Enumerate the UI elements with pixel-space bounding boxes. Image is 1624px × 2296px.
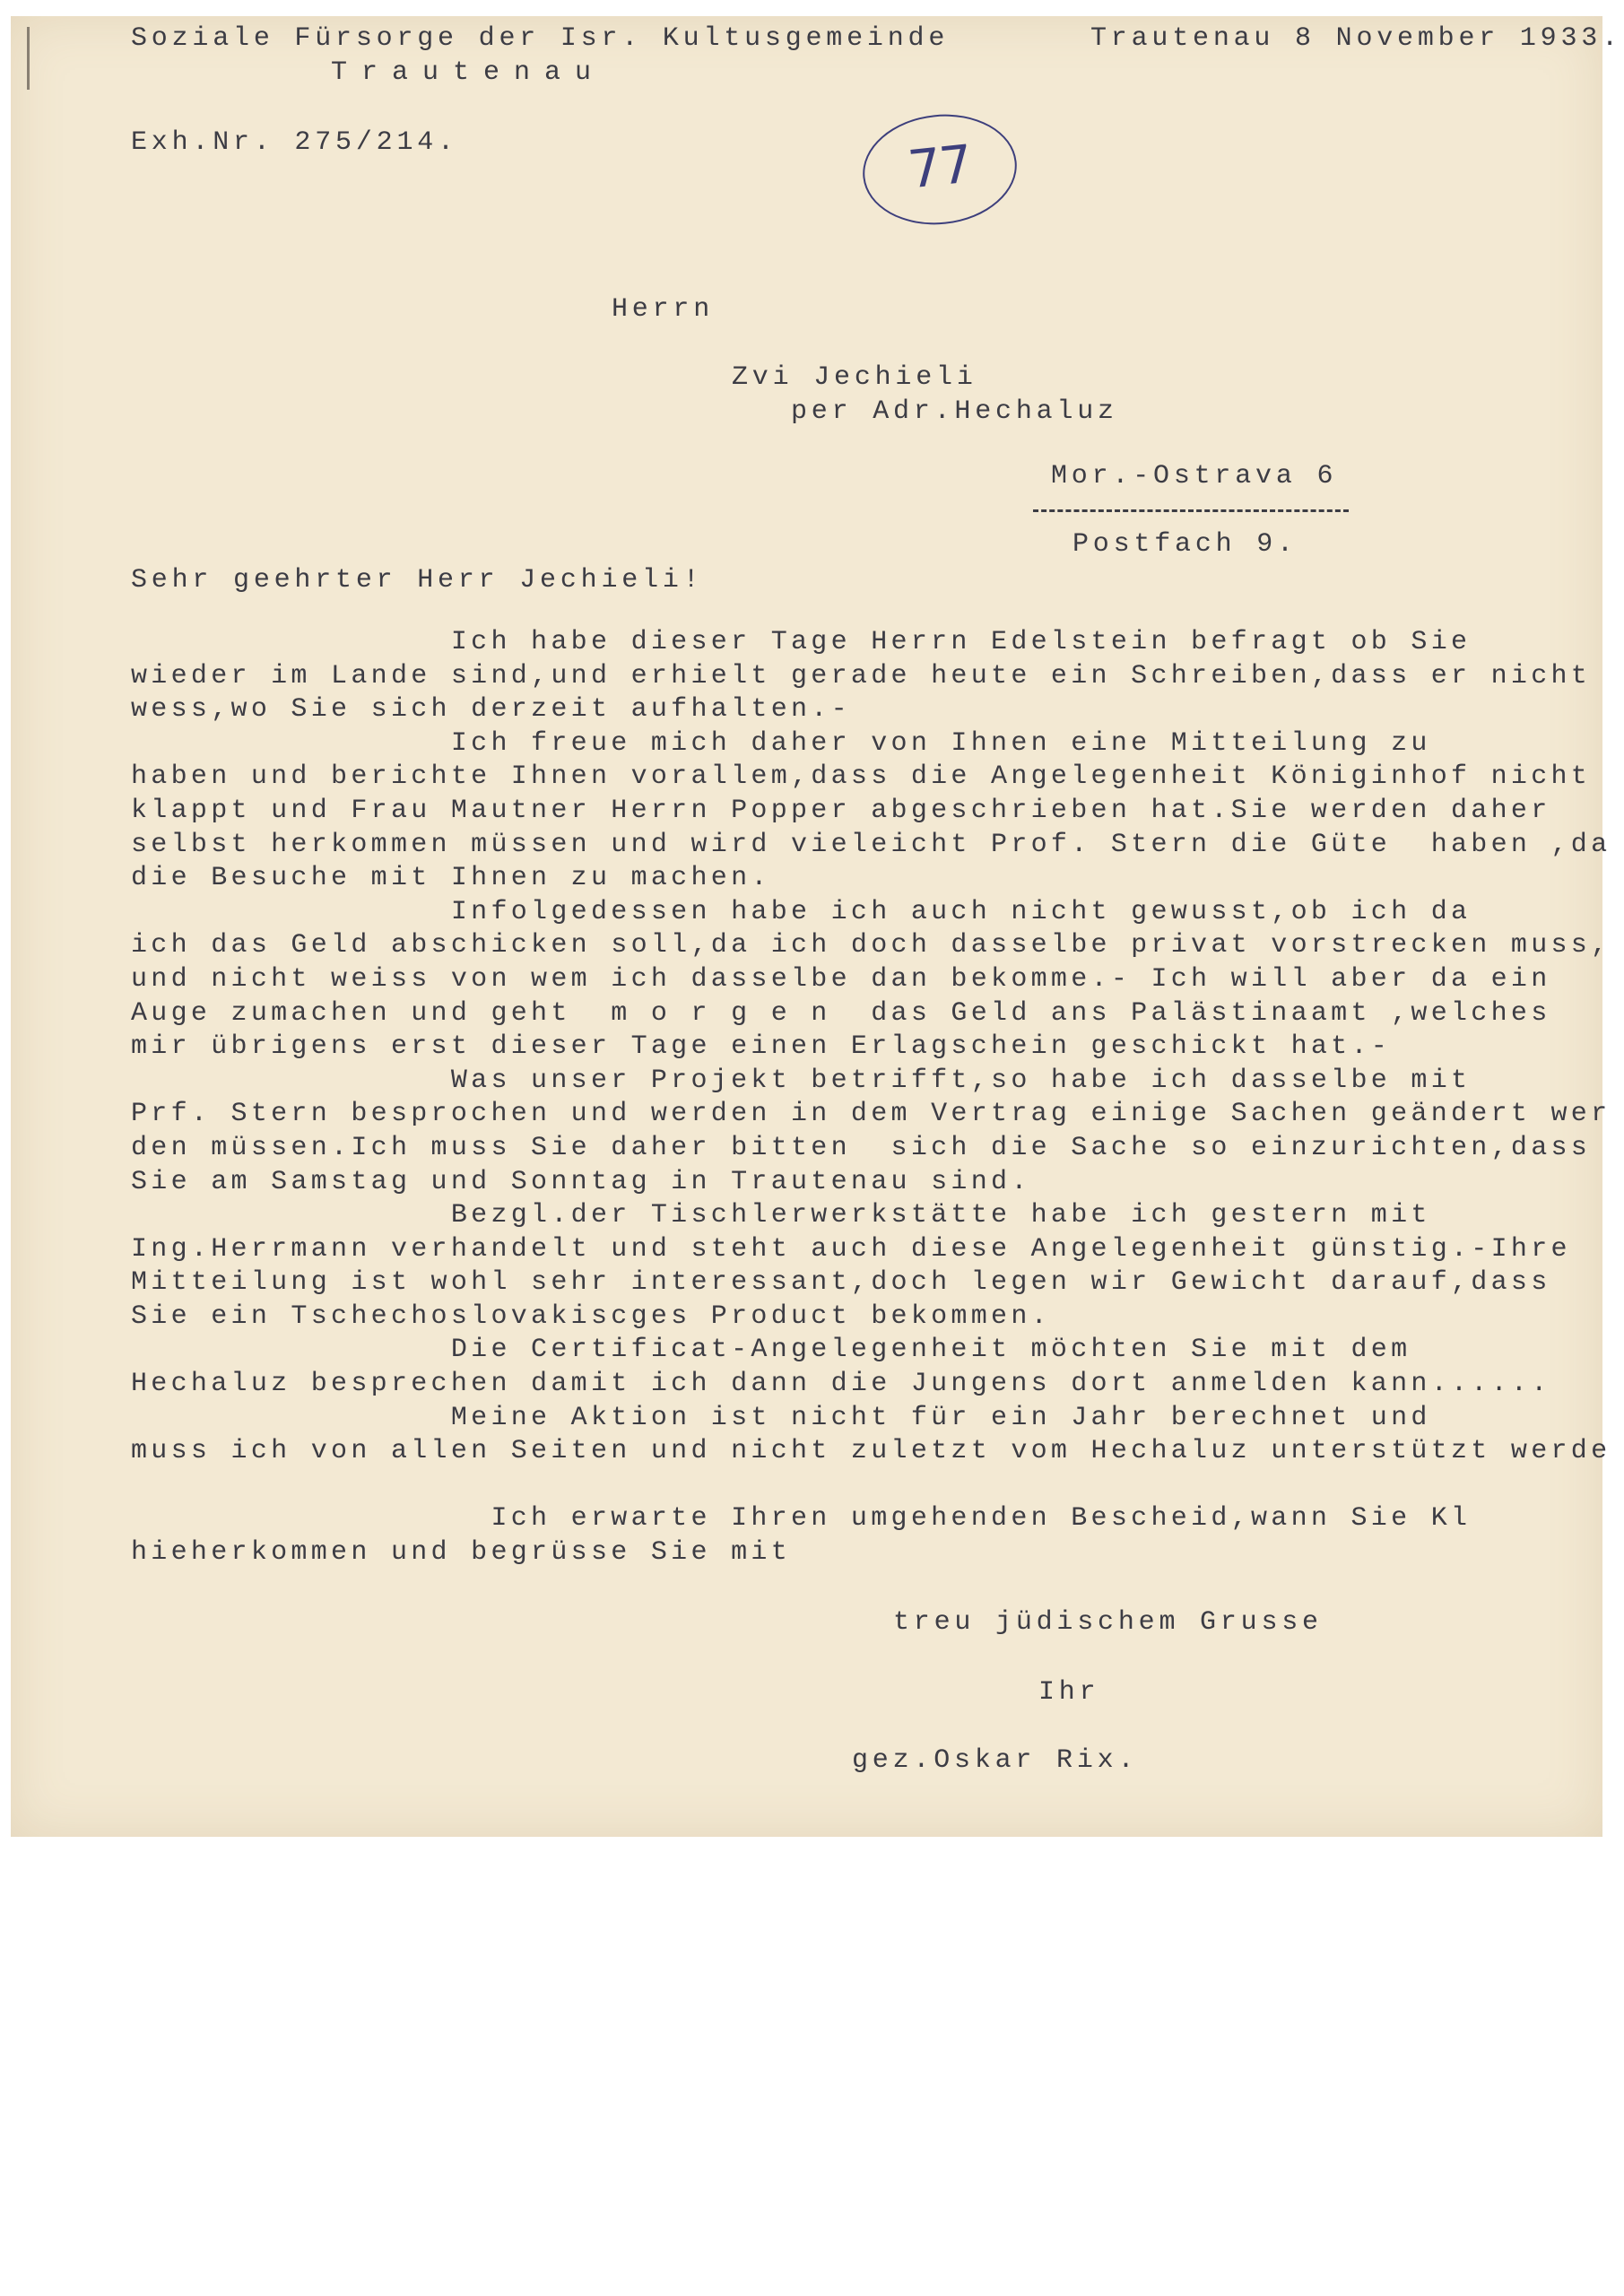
body-line: Sie ein Tschechoslovakiscges Product bekommen. [131, 1300, 1051, 1332]
body-line: Was unser Projekt betrifft,so habe ich dasselbe mit [131, 1065, 1472, 1096]
letterhead-organization: Soziale Fürsorge der Isr. Kultusgemeinde [131, 23, 950, 54]
body-line: Hechaluz besprechen damit ich dann die Jungens dort anmelden kann...... [131, 1369, 1551, 1400]
body-line: Auge zumachen und geht m o r g e n das Geld ans Palästinaamt ,welches [131, 997, 1551, 1029]
body-line: Infolgedessen habe ich auch nicht gewusst,ob ich da [131, 896, 1472, 927]
body-line: die Besuche mit Ihnen zu machen. [131, 863, 771, 894]
body-line [131, 1469, 1602, 1503]
stamp-number: 77 [905, 133, 974, 201]
body-line: den müssen.Ich muss Sie daher bitten sich die Sache so einzurichten,dass [131, 1132, 1592, 1163]
address-underline [1033, 509, 1349, 512]
signature: gez.Oskar Rix. [852, 1745, 1139, 1776]
recipient-care-of: per Adr.Hechaluz [791, 396, 1118, 427]
body-line: Bezgl.der Tischlerwerkstätte habe ich gestern mit [131, 1200, 1431, 1231]
body-line: haben und berichte Ihnen vorallem,dass die Angelegenheit Königinhof nicht [131, 761, 1592, 793]
body-line: Sie am Samstag und Sonntag in Trautenau sind. [131, 1166, 1031, 1197]
body-line: Mitteilung ist wohl sehr interessant,doch legen wir Gewicht darauf,dass [131, 1267, 1551, 1299]
body-line: mir übrigens erst dieser Tage einen Erlagschein geschickt hat.- [131, 1031, 1392, 1063]
body-line: wieder im Lande sind,und erhielt gerade heute ein Schreiben,dass er nicht [131, 660, 1592, 691]
body-line: Ich freue mich daher von Ihnen eine Mitteilung zu [131, 727, 1431, 759]
letterhead-city: Trautenau [331, 57, 606, 88]
place-and-date: Trautenau 8 November 1933. [1090, 23, 1622, 54]
body-line: selbst herkommen müssen und wird vieleicht Prof. Stern die Güte haben ,da [131, 829, 1611, 860]
body-line: Ich habe dieser Tage Herrn Edelstein befragt ob Sie [131, 627, 1472, 657]
body-line: Ing.Herrmann verhandelt und steht auch diese Angelegenheit günstig.-Ihre [131, 1233, 1571, 1265]
body-line: ich das Geld abschicken soll,da ich doch dasselbe privat vorstrecken muss, [131, 930, 1611, 961]
reference-number: Exh.Nr. 275/214. [131, 127, 458, 158]
body-line: Die Certificat-Angelegenheit möchten Sie mit dem [131, 1335, 1411, 1366]
margin-pencil-mark [27, 27, 48, 90]
letter-body [131, 626, 1611, 1570]
recipient-postbox: Postfach 9. [1073, 529, 1298, 560]
closing-regards: treu jüdischem Grusse [893, 1607, 1323, 1638]
body-line: Ich erwarte Ihren umgehenden Bescheid,wann Sie Kl [131, 1503, 1472, 1535]
greeting: Sehr geehrter Herr Jechieli! [131, 565, 704, 596]
recipient-salutation: Herrn [612, 294, 715, 325]
body-line: muss ich von allen Seiten und nicht zuletzt vom Hechaluz unterstützt werde [131, 1436, 1611, 1467]
closing-yours: Ihr [1038, 1677, 1100, 1708]
body-line: klappt und Frau Mautner Herrn Popper abgeschrieben hat.Sie werden daher [131, 795, 1551, 826]
body-line: hieherkommen und begrüsse Sie mit [131, 1537, 791, 1569]
recipient-city: Mor.-Ostrava 6 [1051, 461, 1338, 491]
body-line: Prf. Stern besprochen und werden in dem Vertrag einige Sachen geändert wer [131, 1099, 1611, 1130]
body-line: wess,wo Sie sich derzeit aufhalten.- [131, 694, 851, 726]
body-line: Meine Aktion ist nicht für ein Jahr berechnet und [131, 1402, 1431, 1433]
body-line: und nicht weiss von wem ich dasselbe dan bekomme.- Ich will aber da ein [131, 963, 1551, 995]
recipient-name: Zvi Jechieli [732, 362, 977, 393]
